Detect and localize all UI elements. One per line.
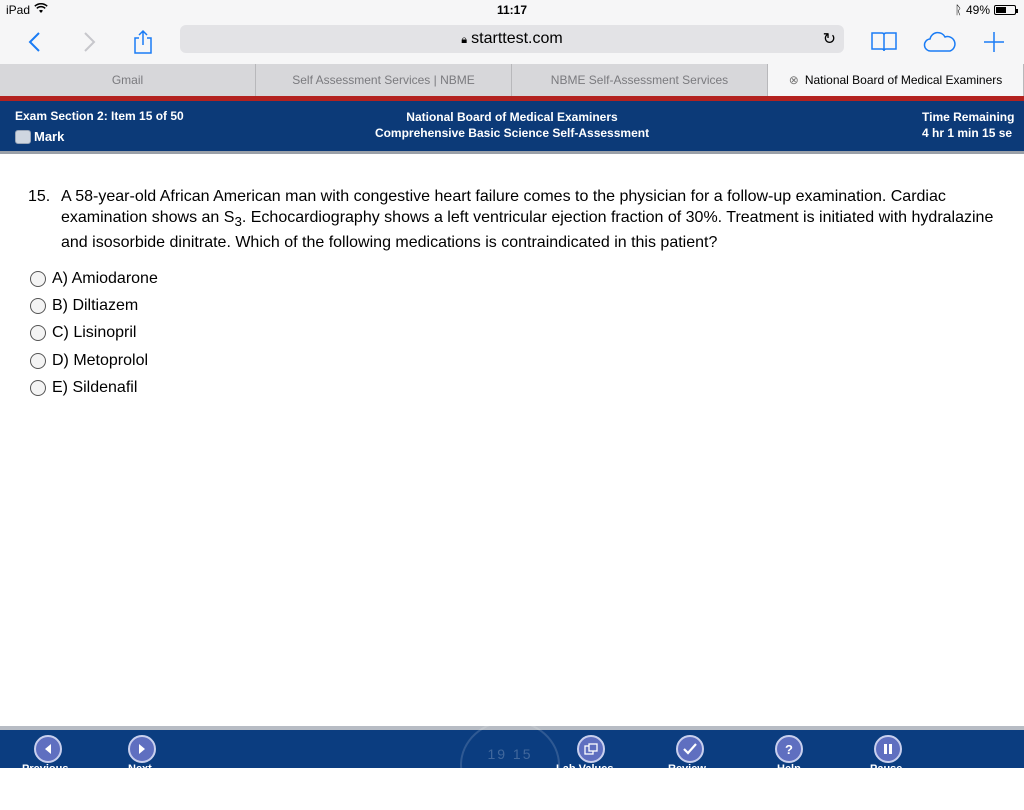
tab-label: NBME Self-Assessment Services (550, 73, 729, 87)
browser-tabs (0, 64, 1024, 96)
tab-national-board[interactable] (768, 64, 1024, 96)
pause-label: Pause (870, 763, 903, 775)
close-tab-icon[interactable]: ⊗ (788, 73, 799, 87)
seal-year: 19 15 (487, 746, 533, 762)
url-value: starttest.com (471, 30, 563, 47)
exam-header (0, 101, 1024, 151)
review-label: Review (668, 763, 706, 775)
radio-button[interactable] (30, 298, 46, 314)
answer-label: E) Sildenafil (52, 378, 138, 396)
radio-button[interactable] (30, 353, 46, 369)
help-icon: ? (785, 741, 793, 757)
help-button[interactable] (775, 735, 803, 763)
question-text (61, 186, 1008, 253)
cloud-tabs-icon[interactable] (924, 26, 956, 58)
tab-gmail[interactable] (0, 64, 256, 96)
previous-label: Previous (22, 763, 69, 775)
radio-button[interactable] (30, 380, 46, 396)
share-icon[interactable] (127, 26, 159, 58)
time-label: Time Remaining (922, 110, 1015, 124)
right-arrow-icon (136, 743, 148, 755)
previous-button[interactable] (34, 735, 62, 763)
item-counter: Exam Section 2: Item 15 of 50 (15, 109, 184, 123)
lab-values-icon (584, 743, 598, 755)
battery-icon (994, 5, 1016, 15)
clock: 11:17 (496, 3, 528, 17)
answer-option-a[interactable] (30, 265, 158, 292)
question-number: 15. (28, 188, 51, 205)
tab-nbme-self-assessment[interactable] (512, 64, 768, 96)
tab-label: Gmail (111, 73, 144, 87)
pause-icon (883, 743, 893, 755)
lab-values-button[interactable] (577, 735, 605, 763)
status-bar (0, 0, 1024, 20)
review-button[interactable] (676, 735, 704, 763)
back-icon[interactable] (18, 26, 50, 58)
header-divider (0, 151, 1024, 154)
question-text-part1: A 58-year-old African American man with congestive heart failure comes to the physician for a follow-up examination. Cardiac examination shows an S (61, 188, 946, 226)
next-label: Next (128, 763, 152, 775)
address-bar[interactable] (180, 25, 844, 53)
lock-icon: 🔒︎ (461, 34, 468, 46)
org-name: National Board of Medical Examiners (406, 110, 618, 124)
answer-options (30, 265, 158, 401)
answer-option-c[interactable] (30, 320, 158, 347)
question-subscript: 3 (234, 214, 242, 230)
left-arrow-icon (42, 743, 54, 755)
answer-option-d[interactable] (30, 347, 158, 374)
answer-option-b[interactable] (30, 292, 158, 319)
tab-self-assessment-services[interactable] (256, 64, 512, 96)
status-right (955, 3, 1016, 17)
reload-icon[interactable]: ↻ (822, 31, 836, 48)
url-text (180, 30, 844, 48)
time-value: 4 hr 1 min 15 se (922, 126, 1013, 140)
radio-button[interactable] (30, 325, 46, 341)
answer-label: B) Diltiazem (52, 296, 139, 314)
nbme-seal-watermark (460, 720, 560, 810)
radio-button[interactable] (30, 271, 46, 287)
tab-label: Self Assessment Services | NBME (292, 73, 475, 87)
exam-title (0, 109, 1024, 141)
device-name: iPad (6, 3, 31, 17)
browser-toolbar (0, 20, 1024, 64)
exam-name: Comprehensive Basic Science Self-Assessment (374, 126, 650, 140)
exam-navigation-bar (0, 730, 1024, 775)
answer-option-e[interactable] (30, 374, 158, 401)
lab-values-label: Lab Values (556, 763, 614, 775)
battery-percent: 49% (965, 3, 990, 17)
mark-label: Mark (34, 129, 65, 144)
forward-icon[interactable] (74, 26, 106, 58)
answer-label: D) Metoprolol (52, 351, 149, 369)
check-icon (683, 743, 697, 755)
question-stem (28, 186, 1008, 253)
time-remaining (922, 109, 1014, 141)
help-label: Help (777, 763, 801, 775)
next-button[interactable] (128, 735, 156, 763)
new-tab-icon[interactable] (978, 26, 1010, 58)
bookmarks-icon[interactable] (868, 26, 900, 58)
bluetooth-icon: ᚱ (954, 3, 962, 17)
answer-label: A) Amiodarone (52, 269, 158, 287)
tab-label: National Board of Medical Examiners (804, 73, 1003, 87)
question-text-part2: . Echocardiography shows a left ventricular ejection fraction of 30%. Treatment is initiated with hydralazine and isosorbide dinitrate. Which of the following medications is contraindicated in this patient? (61, 209, 994, 252)
pause-button[interactable] (874, 735, 902, 763)
answer-label: C) Lisinopril (52, 324, 137, 342)
